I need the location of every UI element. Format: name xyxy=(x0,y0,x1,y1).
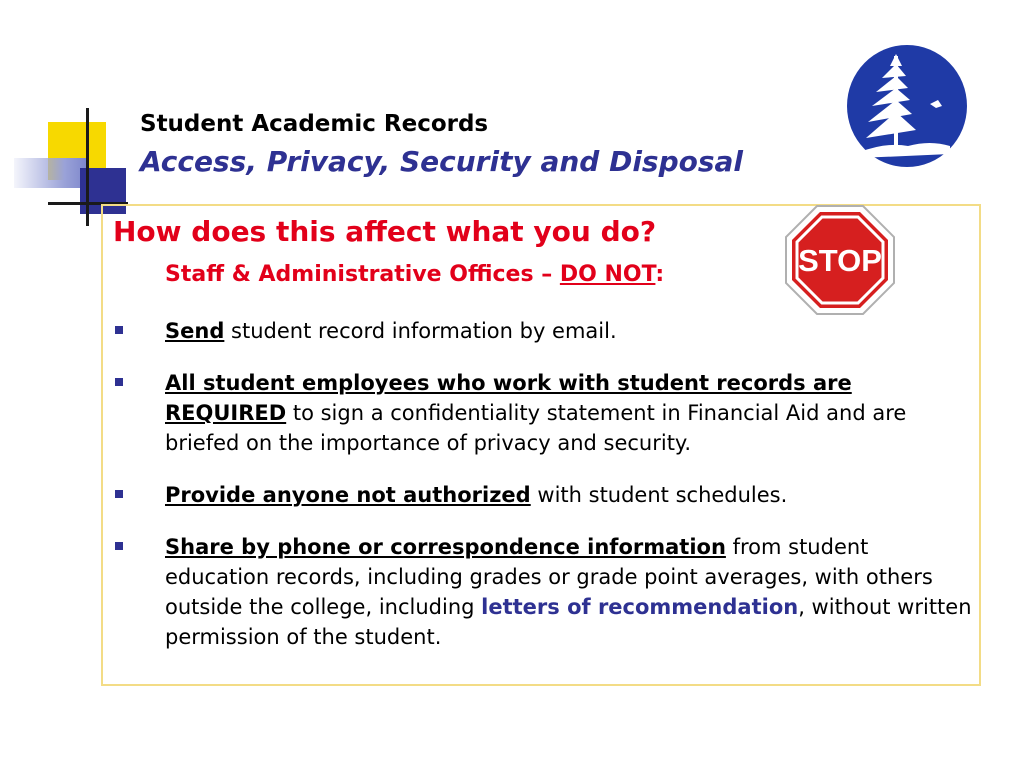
subheading-prefix: Staff & Administrative Offices – xyxy=(165,262,560,287)
stop-sign-text: STOP xyxy=(798,243,882,278)
question-heading: How does this affect what you do? xyxy=(113,215,657,248)
bullet-text: to sign a confidentiality statement in Financial Aid and are briefed on the importance of privacy and security. xyxy=(165,401,907,455)
bullet-text: student record information by email. xyxy=(224,319,617,343)
square-bullet-icon xyxy=(115,326,123,334)
bullet-tail: , without written permission of the student. xyxy=(165,595,972,649)
bullet-lead: Share by phone or correspondence information xyxy=(165,535,726,559)
bullet-lead: Provide anyone not authorized xyxy=(165,483,531,507)
audience-subheading xyxy=(165,262,664,287)
bullet-lead: All student employees who work with student records are REQUIRED xyxy=(165,371,852,425)
bullet-text: with student schedules. xyxy=(530,483,788,507)
page-title: Student Academic Records xyxy=(140,111,489,137)
do-not-emphasis: DO NOT xyxy=(559,262,656,287)
subheading-suffix: : xyxy=(655,262,665,287)
list-item xyxy=(113,532,973,652)
decor-gradient-bar xyxy=(14,158,86,188)
bullet-text: from student education records, including grades or grade point averages, with others outside the college, including xyxy=(165,535,933,619)
list-item xyxy=(113,316,973,346)
list-item xyxy=(113,368,973,458)
list-item xyxy=(113,480,973,510)
tree-logo-icon xyxy=(846,44,968,168)
page-subtitle: Access, Privacy, Security and Disposal xyxy=(140,145,744,178)
square-bullet-icon xyxy=(115,378,123,386)
bullet-list xyxy=(113,316,973,674)
square-bullet-icon xyxy=(115,542,123,550)
square-bullet-icon xyxy=(115,490,123,498)
bullet-highlight: letters of recommendation xyxy=(481,595,799,619)
stop-sign-icon xyxy=(784,204,896,316)
decor-vertical-line xyxy=(86,108,89,226)
bullet-lead: Send xyxy=(165,319,225,343)
